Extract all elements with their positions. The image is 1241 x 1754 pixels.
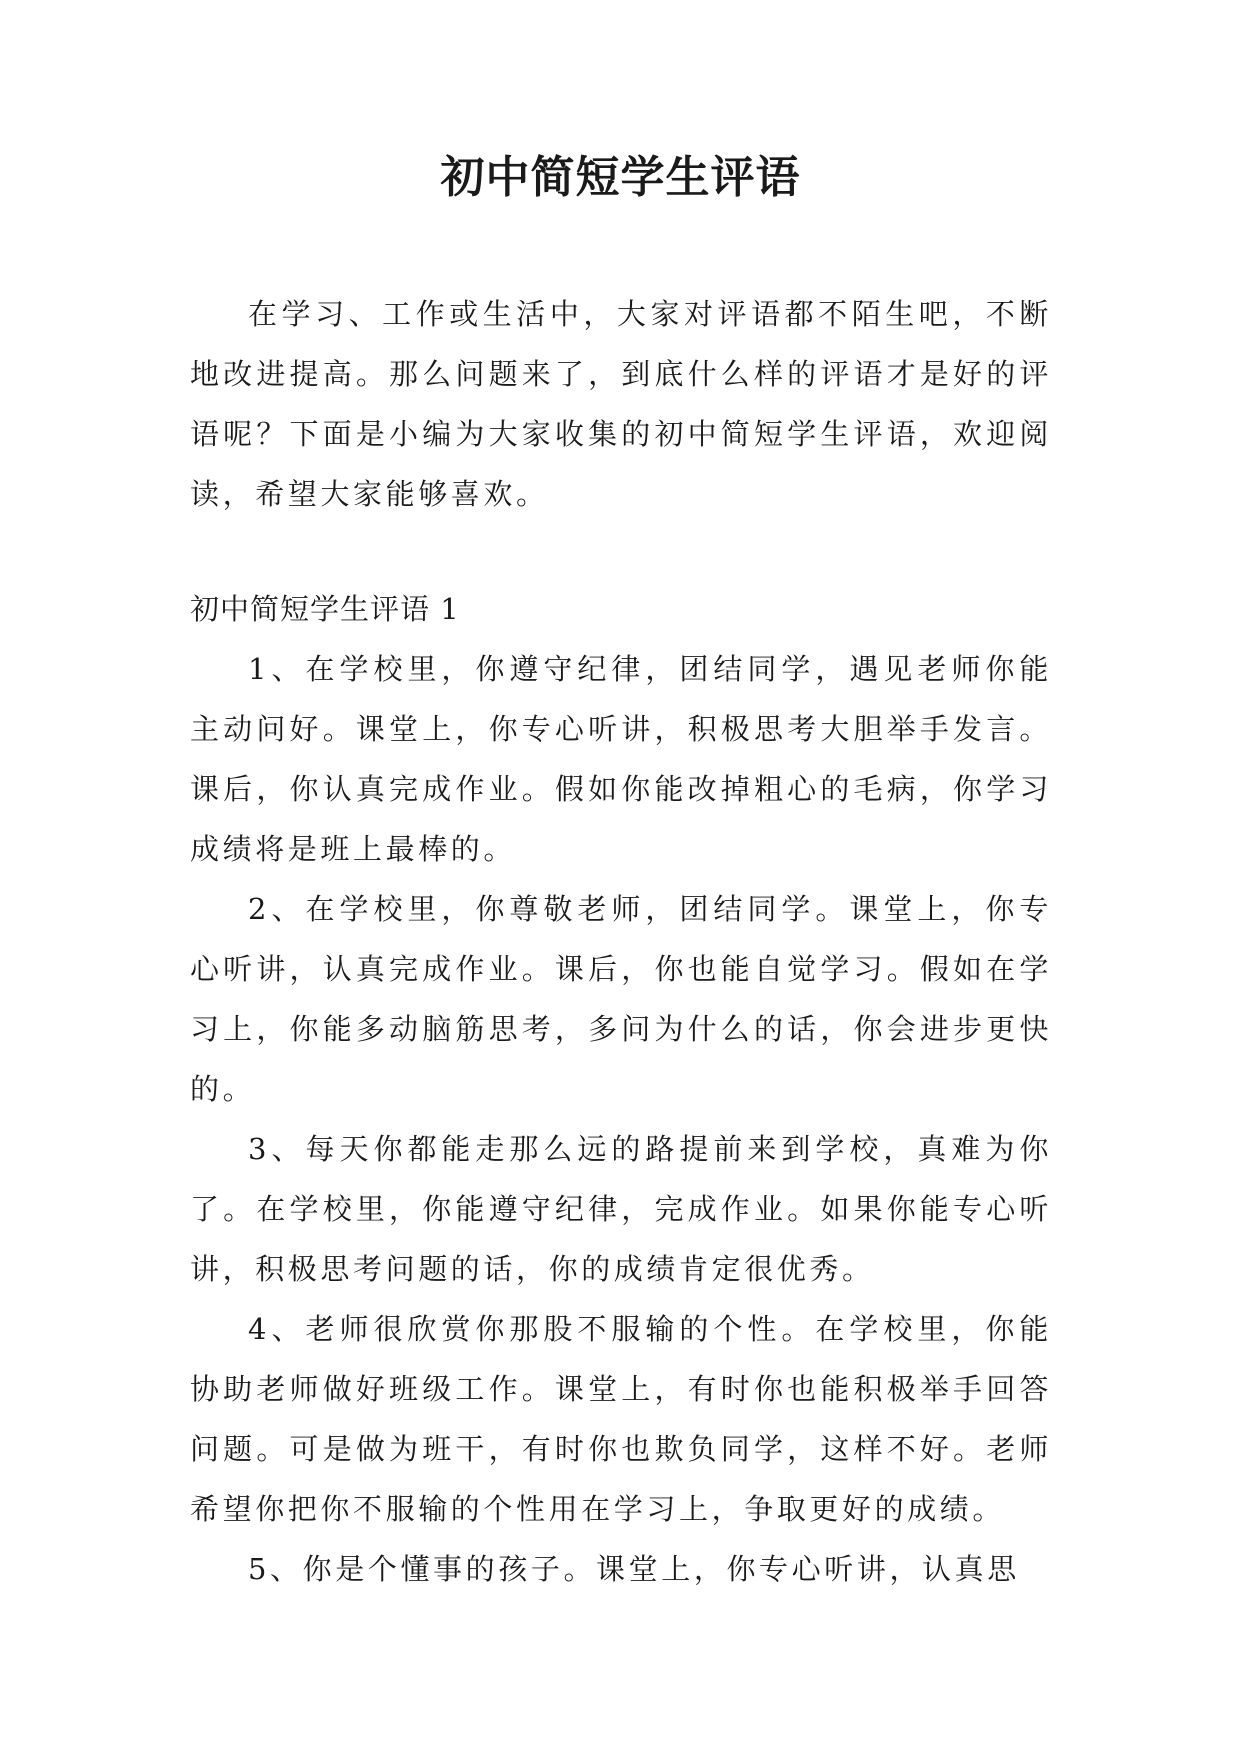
intro-paragraph: 在学习、工作或生活中，大家对评语都不陌生吧，不断地改进提高。那么问题来了，到底什么样的评语才是好的评语呢？下面是小编为大家收集的初中简短学生评语，欢迎阅读，希望大家能够喜欢。 xyxy=(190,297,1052,511)
comment-item-4: 4、老师很欣赏你那股不服输的个性。在学校里，你能协助老师做好班级工作。课堂上，有时你也能积极举手回答问题。可是做为班干，有时你也欺负同学，这样不好。老师希望你把你不服输的个性用在学习上，争取更好的成绩。 xyxy=(190,1312,1052,1526)
comment-item-2: 2、在学校里，你尊敬老师，团结同学。课堂上，你专心听讲，认真完成作业。课后，你也能自觉学习。假如在学习上，你能多动脑筋思考，多问为什么的话，你会进步更快的。 xyxy=(190,892,1052,1106)
comment-item-1: 1、在学校里，你遵守纪律，团结同学，遇见老师你能主动问好。课堂上，你专心听讲，积极思考大胆举手发言。课后，你认真完成作业。假如你能改掉粗心的毛病，你学习成绩将是班上最棒的。 xyxy=(190,652,1052,866)
document-title: 初中简短学生评语 xyxy=(440,152,801,203)
document-body xyxy=(190,284,1052,1599)
section-heading: 初中简短学生评语 1 xyxy=(190,592,460,626)
comment-item-5: 5、你是个懂事的孩子。课堂上，你专心听讲，认真思 xyxy=(248,1552,1020,1586)
comment-item-3: 3、每天你都能走那么远的路提前来到学校，真难为你了。在学校里，你能遵守纪律，完成作业。如果你能专心听讲，积极思考问题的话，你的成绩肯定很优秀。 xyxy=(190,1132,1052,1286)
